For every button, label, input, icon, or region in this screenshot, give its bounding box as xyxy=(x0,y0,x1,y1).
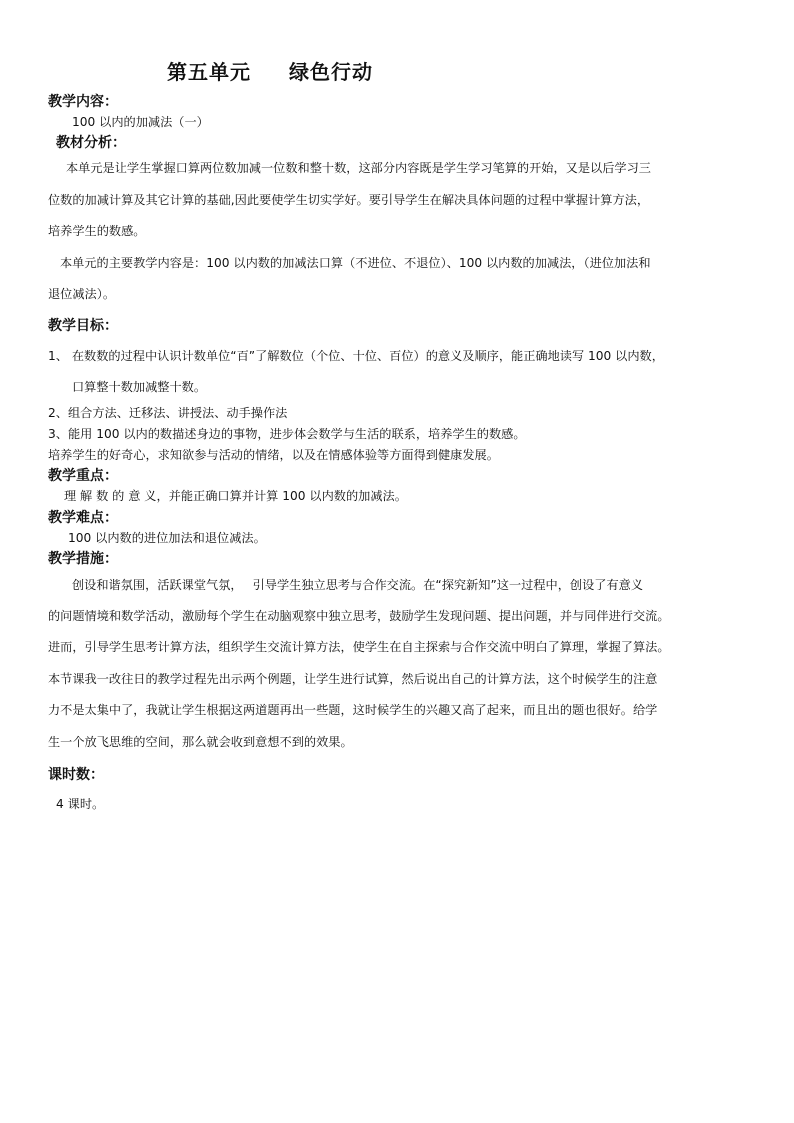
page-title xyxy=(167,56,373,85)
measures-line4: 本节课我一改往日的教学过程先出示两个例题，让学生进行试算，然后说出自己的计算方法，这个时候学生的注意 xyxy=(48,672,658,686)
analysis-p2-line2: 退位减法）。 xyxy=(48,287,116,301)
key-points-text: 理 解 数 的 意 义，并能正确口算并计算 100 以内数的加减法。 xyxy=(64,489,407,503)
goal-item4: 培养学生的好奇心，求知欲参与活动的情绪，以及在情感体验等方面得到健康发展。 xyxy=(48,448,499,462)
title-topic: 绿色行动 xyxy=(289,60,373,84)
heading-difficulties: 教学难点： xyxy=(48,510,118,526)
analysis-p1-line3: 培养学生的数感。 xyxy=(48,224,146,238)
goal-item1-line1: 1、 在数数的过程中认识计数单位“百”了解数位（个位、十位、百位）的意义及顺序，能正确地读写 100 以内数， xyxy=(48,349,664,363)
class-hours-text: 4 课时。 xyxy=(56,797,105,811)
analysis-p2-line1: 本单元的主要教学内容是：100 以内数的加减法口算（不进位、不退位）、100 以内数的加减法，（进位加法和 xyxy=(60,256,651,270)
goal-item3: 3、能用 100 以内的数描述身边的事物，进步体会数学与生活的联系，培养学生的数感。 xyxy=(48,427,526,441)
measures-line6: 生一个放飞思维的空间，那么就会收到意想不到的效果。 xyxy=(48,735,353,749)
heading-measures: 教学措施： xyxy=(48,551,118,567)
heading-material-analysis: 教材分析： xyxy=(56,135,126,151)
difficulties-text: 100 以内数的进位加法和退位减法。 xyxy=(68,531,266,545)
title-unit: 第五单元 xyxy=(167,60,251,84)
heading-key-points: 教学重点： xyxy=(48,468,118,484)
measures-line3: 进而，引导学生思考计算方法，组织学生交流计算方法，使学生在自主探索与合作交流中明白了算理，掌握了算法。 xyxy=(48,640,670,654)
goal-item2: 2、组合方法、迁移法、讲授法、动手操作法 xyxy=(48,406,288,420)
analysis-p1-line1: 本单元是让学生掌握口算两位数加减一位数和整十数，这部分内容既是学生学习笔算的开始，又是以后学习三 xyxy=(66,161,651,175)
heading-class-hours: 课时数： xyxy=(48,767,104,783)
measures-line2: 的问题情境和数学活动，激励每个学生在动脑观察中独立思考，鼓励学生发现问题、提出问题，并与同伴进行交流。 xyxy=(48,609,670,623)
analysis-p1-line2: 位数的加减计算及其它计算的基础,因此要使学生切实学好。要引导学生在解决具体问题的过程中掌握计算方法， xyxy=(48,193,650,207)
teaching-content-text: 100 以内的加减法（一） xyxy=(72,115,209,129)
heading-teaching-goals: 教学目标： xyxy=(48,318,118,334)
measures-line5: 力不是太集中了，我就让学生根据这两道题再出一些题，这时候学生的兴趣又高了起来，而且出的题也很好。给学 xyxy=(48,703,658,717)
heading-teaching-content: 教学内容： xyxy=(48,94,118,110)
goal-item1-line2: 口算整十数加减整十数。 xyxy=(72,380,207,394)
measures-line1: 创设和谐氛围，活跃课堂气氛， 引导学生独立思考与合作交流。在“探究新知”这一过程中，创设了有意义 xyxy=(72,578,644,592)
